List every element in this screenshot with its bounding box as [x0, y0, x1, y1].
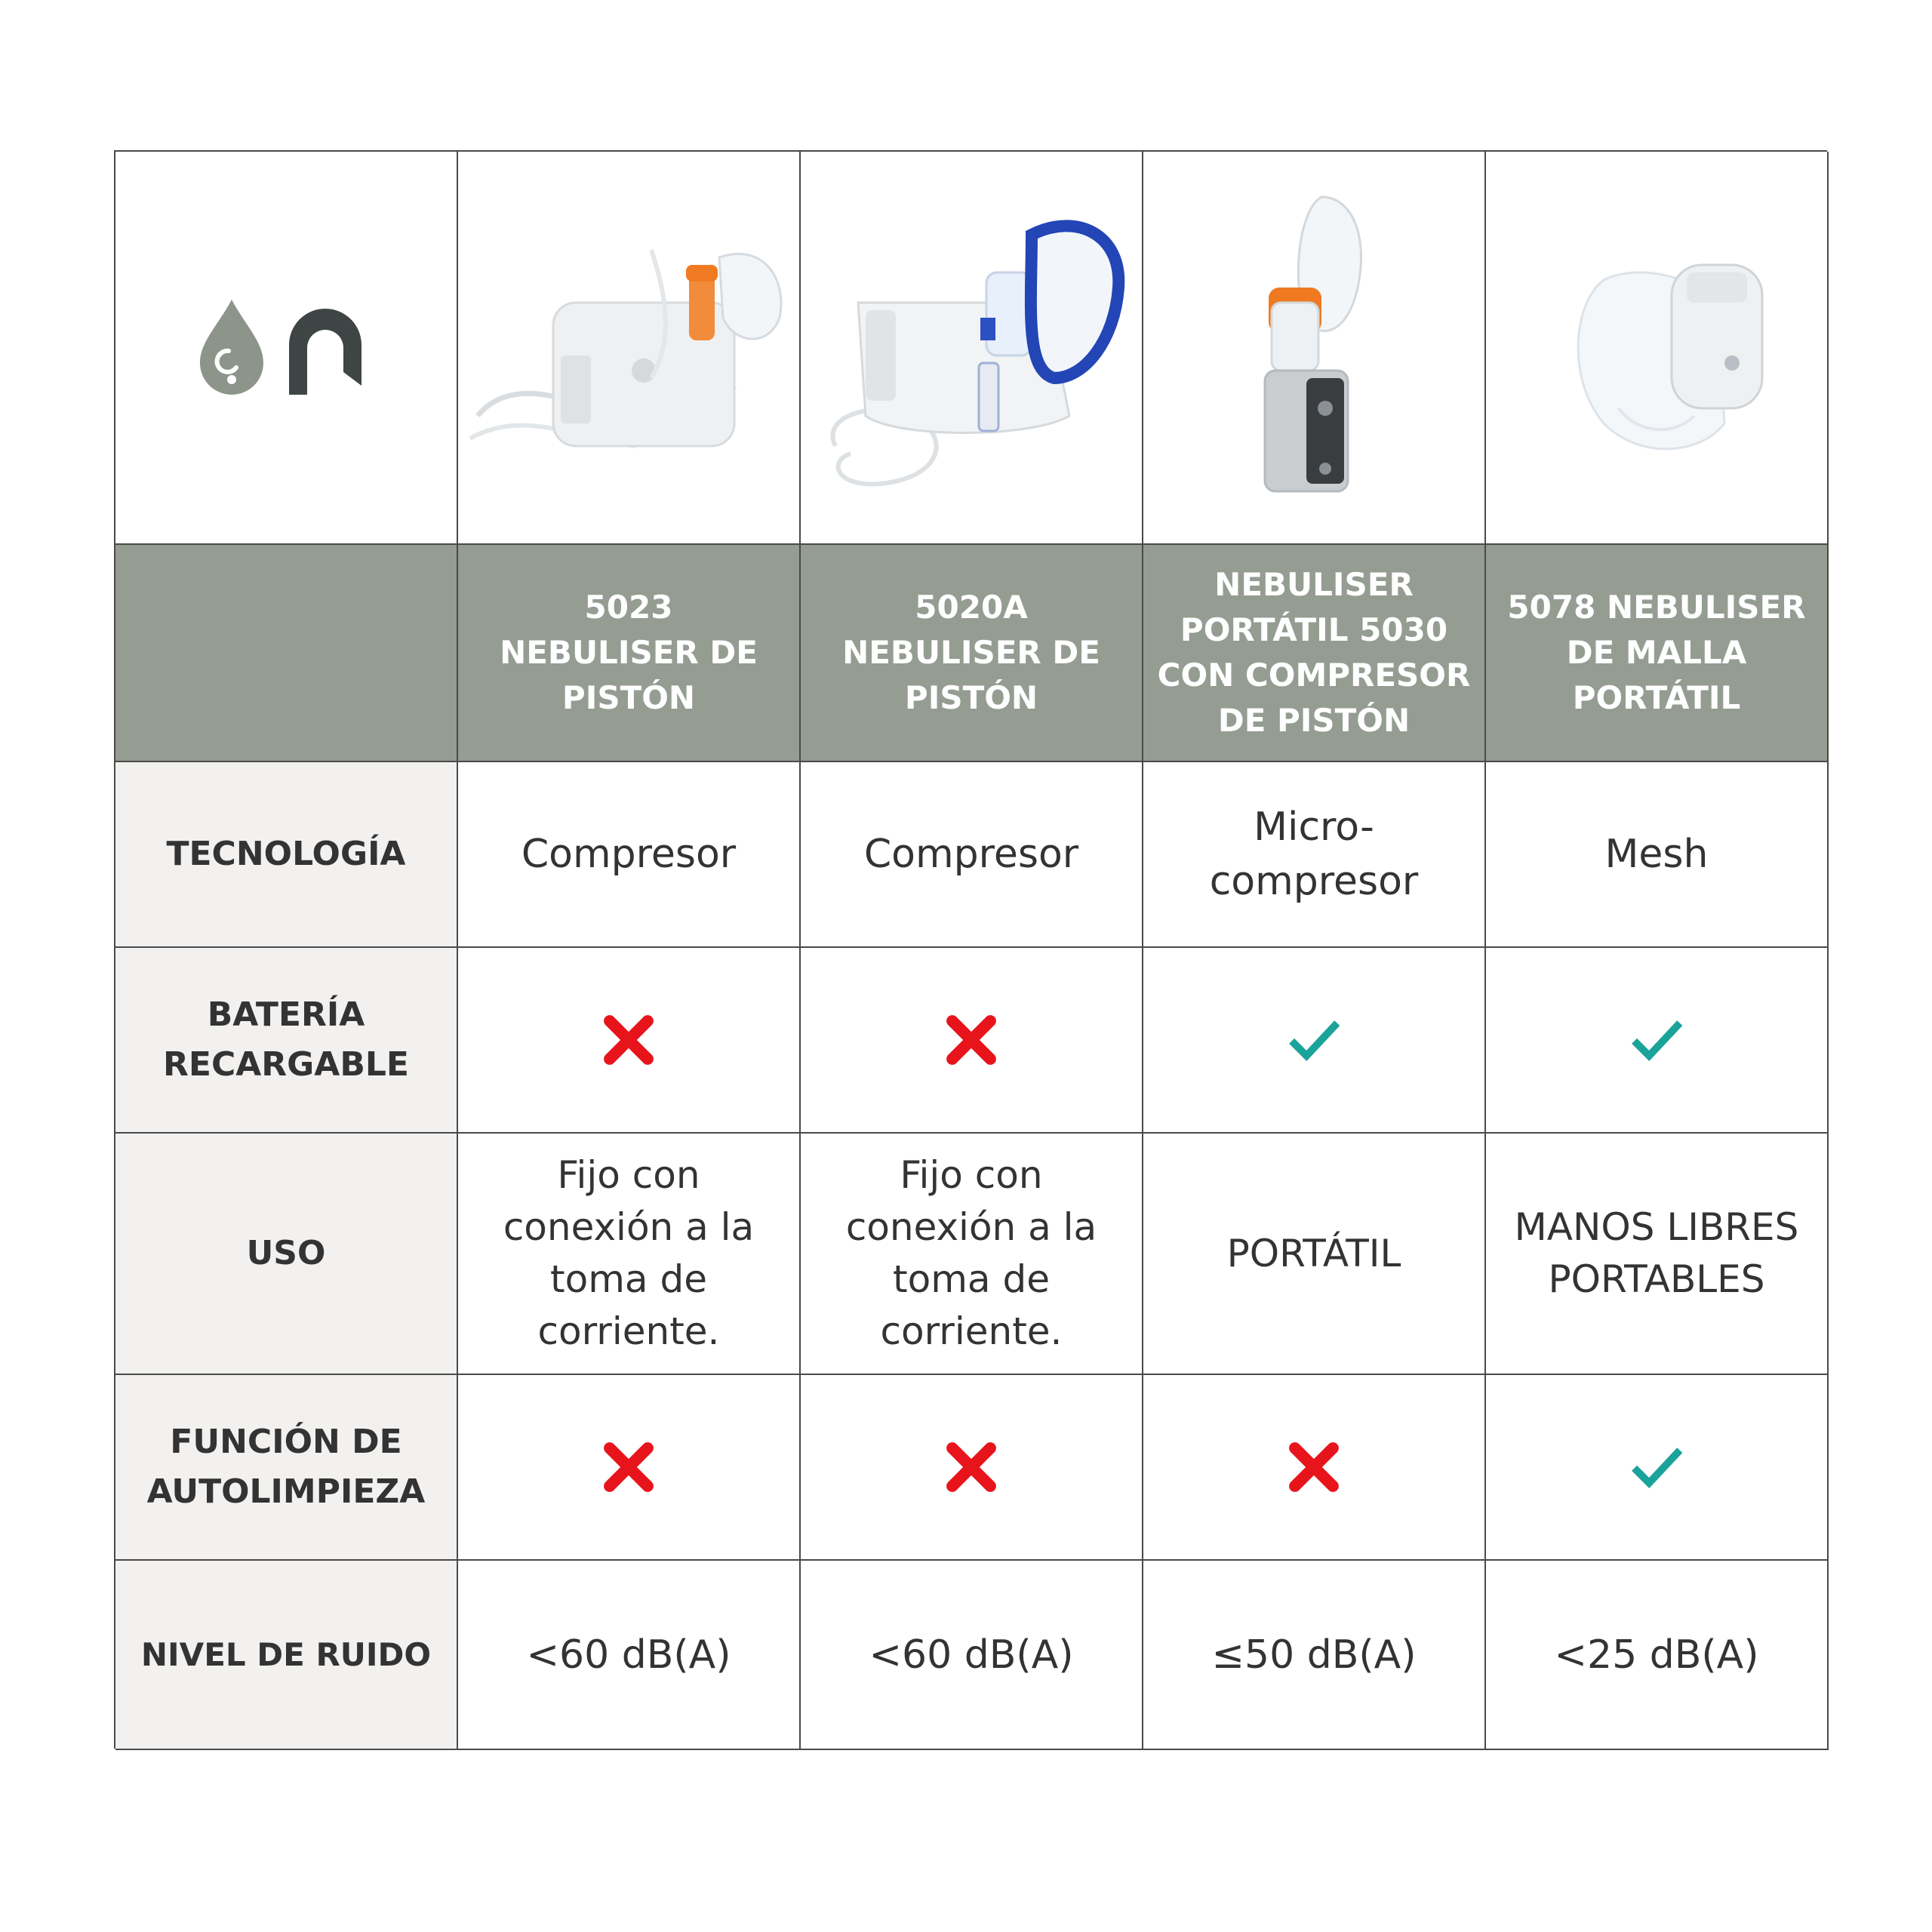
product-name-1: 5023 NEBULISER DE PISTÓN	[458, 545, 801, 762]
ruido-value-4: <25 dB(A)	[1486, 1561, 1829, 1750]
ruido-value-1: <60 dB(A)	[458, 1561, 801, 1750]
cross-icon	[458, 1375, 799, 1559]
bateria-value-3	[1143, 948, 1486, 1134]
tecnologia-value-2: Compresor	[801, 762, 1143, 948]
cross-icon	[458, 948, 799, 1132]
autolimpieza-value-1	[458, 1375, 801, 1561]
bateria-value-4	[1486, 948, 1829, 1134]
cross-icon	[801, 948, 1142, 1132]
uso-value-2: Fijo con conexión a la toma de corriente.	[801, 1134, 1143, 1375]
comparison-table	[114, 150, 1827, 1749]
row-label-uso: USO	[115, 1134, 458, 1375]
tecnologia-value-1: Compresor	[458, 762, 801, 948]
product-image-3	[1143, 152, 1486, 545]
cross-icon	[1143, 1375, 1484, 1559]
ruido-value-2: <60 dB(A)	[801, 1561, 1143, 1750]
brand-logo-icon	[195, 295, 377, 401]
product-image-1	[458, 152, 801, 545]
product-image-4	[1486, 152, 1829, 545]
row-label-ruido: NIVEL DE RUIDO	[115, 1561, 458, 1750]
tecnologia-value-4: Mesh	[1486, 762, 1829, 948]
uso-value-1: Fijo con conexión a la toma de corriente.	[458, 1134, 801, 1375]
tecnologia-value-3: Micro-compresor	[1143, 762, 1486, 948]
bateria-value-2	[801, 948, 1143, 1134]
cross-icon	[801, 1375, 1142, 1559]
logo-cell	[115, 152, 458, 545]
check-icon	[1486, 1375, 1827, 1559]
piston-nebuliser-blue-mask-image	[805, 189, 1137, 506]
piston-nebuliser-image	[463, 189, 795, 506]
uso-value-4: MANOS LIBRES PORTABLES	[1486, 1134, 1829, 1375]
header-empty	[115, 545, 458, 762]
mesh-nebuliser-image	[1491, 189, 1823, 506]
autolimpieza-value-4	[1486, 1375, 1829, 1561]
portable-compressor-nebuliser-image	[1148, 189, 1480, 506]
bateria-value-1	[458, 948, 801, 1134]
row-label-bateria: BATERÍA RECARGABLE	[115, 948, 458, 1134]
uso-value-3: PORTÁTIL	[1143, 1134, 1486, 1375]
row-label-autolimpieza: FUNCIÓN DE AUTOLIMPIEZA	[115, 1375, 458, 1561]
row-label-tecnologia: TECNOLOGÍA	[115, 762, 458, 948]
check-icon	[1143, 948, 1484, 1132]
check-icon	[1486, 948, 1827, 1132]
product-name-3: NEBULISER PORTÁTIL 5030 CON COMPRESOR DE PISTÓN	[1143, 545, 1486, 762]
autolimpieza-value-2	[801, 1375, 1143, 1561]
product-name-2: 5020A NEBULISER DE PISTÓN	[801, 545, 1143, 762]
ruido-value-3: ≤50 dB(A)	[1143, 1561, 1486, 1750]
product-image-2	[801, 152, 1143, 545]
product-name-4: 5078 NEBULISER DE MALLA PORTÁTIL	[1486, 545, 1829, 762]
autolimpieza-value-3	[1143, 1375, 1486, 1561]
